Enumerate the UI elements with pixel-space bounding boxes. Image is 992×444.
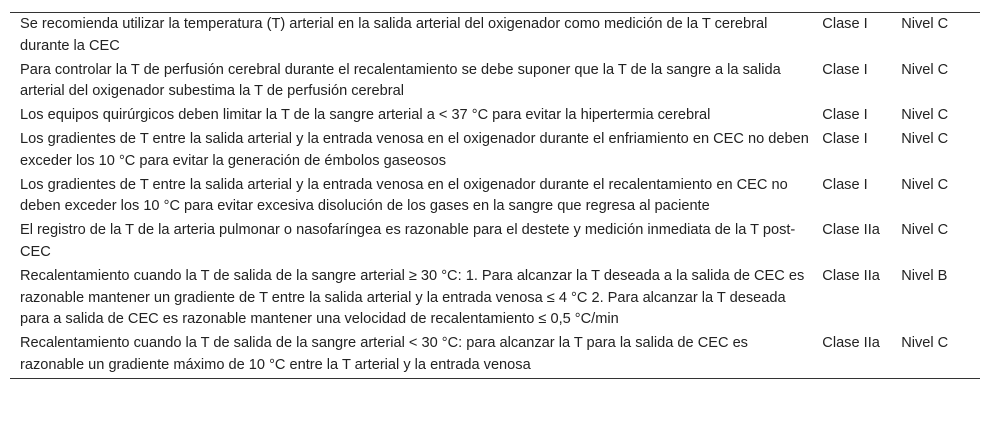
class-cell: Clase IIa <box>822 332 901 378</box>
level-cell: Nivel B <box>901 267 948 284</box>
recommendation-cell: Se recomienda utilizar la temperatura (T) arterial en la salida arterial del oxigenador como medición de la T cerebral durante la CEC <box>20 16 768 54</box>
table-row <box>10 128 980 174</box>
class-cell: Clase I <box>822 130 868 147</box>
level-cell: Nivel C <box>901 332 980 378</box>
recommendations-table-container <box>10 12 980 379</box>
class-cell: Clase I <box>822 16 868 32</box>
level-cell: Nivel C <box>901 222 949 239</box>
recommendation-cell: Recalentamiento cuando la T de salida de la sangre arterial ≥ 30 °C: 1. Para alcanzar la T deseada a la salida de CEC es razonable mantener un gradiente de T entre la salida arterial y la entrada venosa ≤ 4 °C 2. Para alcanzar la T deseada para a salida de CEC es razonable mantener una velocidad de recalentamiento ≤ 0,5 °C/min <box>20 267 805 328</box>
class-cell: Clase IIa <box>822 267 880 284</box>
table-row <box>10 59 980 105</box>
class-cell: Clase I <box>822 176 868 193</box>
table-row <box>10 265 980 332</box>
level-cell: Nivel C <box>901 61 949 78</box>
level-cell: Nivel C <box>901 176 949 193</box>
recommendations-table <box>10 12 980 379</box>
recommendation-cell: Los gradientes de T entre la salida arterial y la entrada venosa en el oxigenador durante el recalentamiento en CEC no deben exceder los 10 °C para evitar excesiva disolución de los gases en la sangre que regresa al paciente <box>20 176 788 215</box>
table-row <box>10 13 980 59</box>
level-cell: Nivel C <box>901 130 949 147</box>
level-cell: Nivel C <box>901 16 949 32</box>
table-row <box>10 104 980 128</box>
table-row <box>10 332 980 378</box>
table-row <box>10 219 980 265</box>
recommendation-cell: El registro de la T de la arteria pulmonar o nasofaríngea es razonable para el destete y medición inmediata de la T post-CEC <box>20 222 796 260</box>
class-cell: Clase I <box>822 107 868 124</box>
recommendation-cell: Recalentamiento cuando la T de salida de la sangre arterial < 30 °C: para alcanzar la T para la salida de CEC es razonable un gradiente máximo de 10 °C entre la T arterial y la entrada venosa <box>10 332 822 378</box>
class-cell: Clase IIa <box>822 222 880 239</box>
recommendation-cell: Para controlar la T de perfusión cerebral durante el recalentamiento se debe suponer que la T de la sangre a la salida arterial del oxigenador subestima la T de perfusión cerebral <box>20 61 781 100</box>
recommendation-cell: Los gradientes de T entre la salida arterial y la entrada venosa en el oxigenador durante el enfriamiento en CEC no deben exceder los 10 °C para evitar la generación de émbolos gaseosos <box>20 130 809 169</box>
level-cell: Nivel C <box>901 107 949 124</box>
class-cell: Clase I <box>822 61 868 78</box>
table-row <box>10 174 980 220</box>
recommendation-cell: Los equipos quirúrgicos deben limitar la T de la sangre arterial a < 37 °C para evitar la hipertermia cerebral <box>20 107 711 124</box>
